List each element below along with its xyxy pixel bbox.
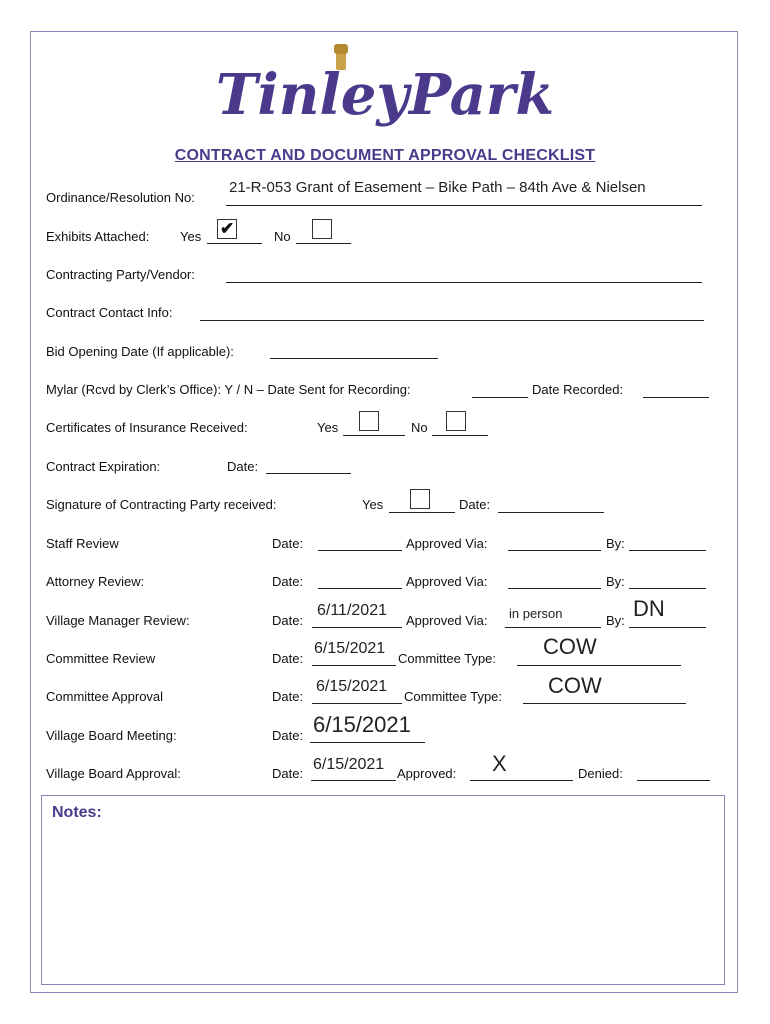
board-approval-date-label: Date: — [272, 766, 304, 781]
insurance-yes-label: Yes — [317, 420, 339, 435]
board-approved-label: Approved: — [397, 766, 457, 781]
staff-by-field[interactable] — [629, 550, 706, 551]
manager-date-value: 6/11/2021 — [317, 602, 387, 619]
checkmark-icon: ✔ — [220, 219, 235, 238]
manager-review-label: Village Manager Review: — [46, 613, 190, 628]
attorney-date-field[interactable] — [318, 588, 402, 589]
manager-by-field[interactable] — [629, 627, 706, 628]
board-approved-mark: X — [492, 751, 507, 776]
signature-yes-checkbox[interactable] — [410, 489, 430, 509]
board-approval-date-field[interactable] — [311, 780, 396, 781]
mylar-recorded-label: Date Recorded: — [532, 382, 624, 397]
committee-approval-date-label: Date: — [272, 689, 304, 704]
committee-approval-date-value: 6/15/2021 — [316, 678, 388, 695]
manager-via-label: Approved Via: — [406, 613, 488, 628]
insurance-no-line — [432, 435, 488, 436]
manager-by-value: DN — [633, 596, 665, 621]
board-denied-label: Denied: — [578, 766, 623, 781]
manager-by-label: By: — [606, 613, 625, 628]
insurance-no-label: No — [411, 420, 428, 435]
contact-label: Contract Contact Info: — [46, 305, 173, 320]
tinley-park-logo — [215, 42, 555, 142]
attorney-by-label: By: — [606, 574, 625, 589]
staff-date-label: Date: — [272, 536, 304, 551]
exhibits-label: Exhibits Attached: — [46, 229, 150, 244]
committee-approval-type-field[interactable] — [523, 703, 686, 704]
board-approval-label: Village Board Approval: — [46, 766, 181, 781]
exhibits-yes-line — [207, 243, 262, 244]
board-denied-field[interactable] — [637, 780, 710, 781]
signature-date-label: Date: — [459, 497, 491, 512]
ordinance-value: 21-R-053 Grant of Easement – Bike Path – 84th Ave & Nielsen — [229, 179, 646, 196]
insurance-yes-line — [343, 435, 405, 436]
contact-field[interactable] — [200, 320, 704, 321]
signature-date-field[interactable] — [498, 512, 604, 513]
board-approval-date-value: 6/15/2021 — [313, 756, 385, 773]
exhibits-yes-label: Yes — [180, 229, 202, 244]
notes-box[interactable] — [41, 795, 725, 985]
exhibits-no-checkbox[interactable] — [312, 219, 332, 239]
mylar-label: Mylar (Rcvd by Clerk’s Office): Y / N – Date Sent for Recording: — [46, 382, 411, 397]
notes-label: Notes: — [52, 804, 102, 821]
manager-via-field[interactable] — [505, 627, 601, 628]
vendor-label: Contracting Party/Vendor: — [46, 267, 195, 282]
manager-date-label: Date: — [272, 613, 304, 628]
signature-yes-line — [389, 512, 455, 513]
staff-review-label: Staff Review — [46, 536, 119, 551]
attorney-review-label: Attorney Review: — [46, 574, 145, 589]
mylar-sent-field[interactable] — [472, 397, 528, 398]
staff-via-label: Approved Via: — [406, 536, 488, 551]
ordinance-label: Ordinance/Resolution No: — [46, 190, 195, 205]
board-meeting-date-value: 6/15/2021 — [313, 712, 411, 737]
board-approved-field[interactable] — [470, 780, 573, 781]
committee-review-type-value: COW — [543, 634, 597, 659]
expiration-label: Contract Expiration: — [46, 459, 161, 474]
manager-via-value: in person — [509, 606, 563, 621]
board-meeting-date-field[interactable] — [310, 742, 425, 743]
insurance-label: Certificates of Insurance Received: — [46, 420, 248, 435]
svg-text:TinleyPark: TinleyPark — [215, 62, 555, 128]
committee-review-type-label: Committee Type: — [398, 651, 497, 666]
attorney-by-field[interactable] — [629, 588, 706, 589]
committee-approval-type-value: COW — [548, 673, 602, 698]
expiration-date-label: Date: — [227, 459, 259, 474]
form-title: CONTRACT AND DOCUMENT APPROVAL CHECKLIST — [174, 147, 596, 164]
board-meeting-label: Village Board Meeting: — [46, 728, 177, 743]
attorney-via-field[interactable] — [508, 588, 601, 589]
staff-date-field[interactable] — [318, 550, 402, 551]
bid-label: Bid Opening Date (If applicable): — [46, 344, 234, 359]
mylar-recorded-field[interactable] — [643, 397, 709, 398]
signature-label: Signature of Contracting Party received: — [46, 497, 277, 512]
vendor-field[interactable] — [226, 282, 702, 283]
committee-approval-date-field[interactable] — [312, 703, 402, 704]
committee-review-date-field[interactable] — [312, 665, 396, 666]
manager-date-field[interactable] — [312, 627, 402, 628]
attorney-via-label: Approved Via: — [406, 574, 488, 589]
bid-date-field[interactable] — [270, 358, 438, 359]
insurance-no-checkbox[interactable] — [446, 411, 466, 431]
committee-review-label: Committee Review — [46, 651, 156, 666]
board-meeting-date-label: Date: — [272, 728, 304, 743]
committee-approval-type-label: Committee Type: — [404, 689, 503, 704]
exhibits-no-label: No — [274, 229, 291, 244]
expiration-date-field[interactable] — [266, 473, 351, 474]
staff-by-label: By: — [606, 536, 625, 551]
committee-review-date-label: Date: — [272, 651, 304, 666]
committee-review-date-value: 6/15/2021 — [314, 640, 386, 657]
attorney-date-label: Date: — [272, 574, 304, 589]
signature-yes-label: Yes — [362, 497, 384, 512]
staff-via-field[interactable] — [508, 550, 601, 551]
ordinance-field[interactable] — [226, 205, 702, 206]
committee-approval-label: Committee Approval — [46, 689, 164, 704]
exhibits-no-line — [296, 243, 351, 244]
committee-review-type-field[interactable] — [517, 665, 681, 666]
insurance-yes-checkbox[interactable] — [359, 411, 379, 431]
